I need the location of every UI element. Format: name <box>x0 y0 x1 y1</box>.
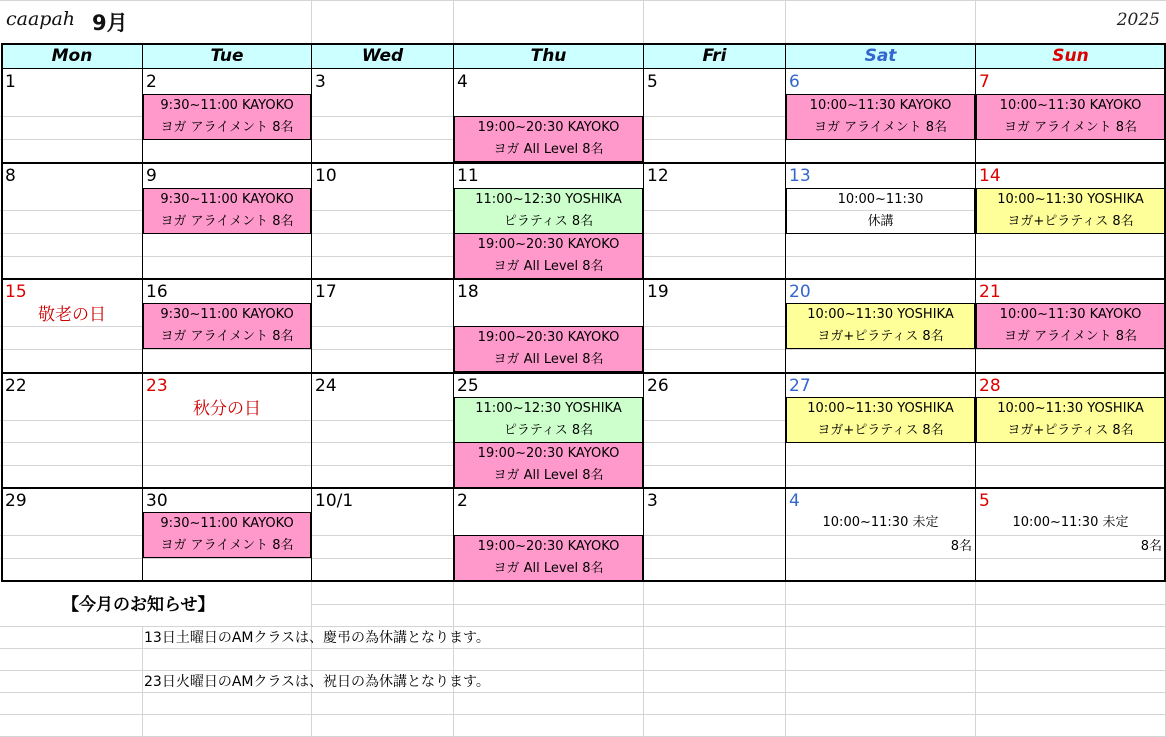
weekday-thu: Thu <box>454 45 643 68</box>
event-time: 9:30~11:00 KAYOKO <box>143 94 311 117</box>
date-cell: 21 <box>979 282 1001 302</box>
event-name: ヨガ アライメント 8名 <box>143 117 311 140</box>
event-name: ヨガ+ピラティス 8名 <box>786 326 975 349</box>
weekday-sun: Sun <box>976 45 1165 68</box>
date-cell: 11 <box>457 166 479 186</box>
event-time: 10:00~11:30 YOSHIKA <box>976 397 1165 420</box>
event-name: ヨガ アライメント 8名 <box>976 326 1165 349</box>
event-name: ヨガ All Level 8名 <box>454 558 643 581</box>
event-time: 10:00~11:30 YOSHIKA <box>786 397 975 420</box>
event-name: ヨガ All Level 8名 <box>454 465 643 488</box>
event-time: 10:00~11:30 未定 <box>822 515 939 530</box>
date-cell: 6 <box>789 72 800 92</box>
date-cell: 27 <box>789 376 811 396</box>
date-cell: 2 <box>146 72 157 92</box>
event-name: ヨガ All Level 8名 <box>454 349 643 372</box>
notice-heading: 【今月のお知らせ】 <box>62 595 215 615</box>
gridline <box>0 0 1166 1</box>
date-cell: 17 <box>315 282 337 302</box>
date-cell: 10/1 <box>315 491 354 511</box>
date-cell: 2 <box>457 491 468 511</box>
event-time: 19:00~20:30 KAYOKO <box>454 535 643 558</box>
event-name: ヨガ アライメント 8名 <box>786 117 975 140</box>
date-cell: 12 <box>647 166 669 186</box>
frame-line <box>1 43 1166 45</box>
date-cell: 5 <box>647 72 658 92</box>
date-cell: 9 <box>146 166 157 186</box>
event-time: 19:00~20:30 KAYOKO <box>454 442 643 465</box>
weekday-tue: Tue <box>143 45 311 68</box>
gridline <box>453 0 454 44</box>
weekday-fri: Fri <box>644 45 785 68</box>
event-name: ヨガ+ピラティス 8名 <box>976 211 1165 234</box>
weekday-sat: Sat <box>786 45 975 68</box>
gridline <box>643 0 644 44</box>
event-time: 19:00~20:30 KAYOKO <box>454 116 643 139</box>
date-cell: 4 <box>789 491 800 511</box>
date-cell: 19 <box>647 282 669 302</box>
event-time: 10:00~11:30 KAYOKO <box>976 303 1165 326</box>
month-title: 9月 <box>92 11 128 35</box>
event-capacity: 8名 <box>1140 539 1162 554</box>
event-time: 11:00~12:30 YOSHIKA <box>454 397 643 420</box>
event-time: 9:30~11:00 KAYOKO <box>143 188 311 211</box>
date-cell: 20 <box>789 282 811 302</box>
gridline <box>785 0 786 44</box>
weekday-mon: Mon <box>2 45 142 68</box>
event-time: 9:30~11:00 KAYOKO <box>143 303 311 326</box>
date-cell: 1 <box>5 72 16 92</box>
event-time: 10:00~11:30 KAYOKO <box>976 94 1165 117</box>
event-name: ピラティス 8名 <box>454 420 643 443</box>
holiday-label: 秋分の日 <box>193 399 261 419</box>
event-name: ヨガ All Level 8名 <box>454 139 643 162</box>
event-time: 11:00~12:30 YOSHIKA <box>454 188 643 211</box>
date-cell: 14 <box>979 166 1001 186</box>
notice-line: 13日土曜日のAMクラスは、慶弔の為休講となります。 <box>144 630 490 646</box>
date-cell: 24 <box>315 376 337 396</box>
date-cell: 28 <box>979 376 1001 396</box>
date-cell: 8 <box>5 166 16 186</box>
date-cell: 4 <box>457 72 468 92</box>
holiday-label: 敬老の日 <box>38 305 106 325</box>
date-cell: 30 <box>146 491 168 511</box>
date-cell: 3 <box>647 491 658 511</box>
event-time: 10:00~11:30 YOSHIKA <box>786 303 975 326</box>
gridline <box>975 0 976 44</box>
studio-name: caapah <box>6 8 76 30</box>
event-name: ピラティス 8名 <box>454 211 643 234</box>
date-cell: 13 <box>789 166 811 186</box>
date-cell: 29 <box>5 491 27 511</box>
notice-line: 23日火曜日のAMクラスは、祝日の為休講となります。 <box>144 674 490 690</box>
weekday-wed: Wed <box>312 45 453 68</box>
year-label: 2025 <box>1116 10 1160 30</box>
event-name: ヨガ All Level 8名 <box>454 256 643 279</box>
event-name: 休講 <box>786 211 975 234</box>
event-name: ヨガ+ピラティス 8名 <box>786 420 975 443</box>
event-time: 19:00~20:30 KAYOKO <box>454 326 643 349</box>
event-capacity: 8名 <box>950 539 972 554</box>
date-cell: 16 <box>146 282 168 302</box>
event-time: 10:00~11:30 未定 <box>1012 515 1129 530</box>
date-cell: 15 <box>5 282 27 302</box>
date-cell: 5 <box>979 491 990 511</box>
gridline <box>311 0 312 44</box>
event-time: 10:00~11:30 <box>786 188 975 211</box>
event-time: 9:30~11:00 KAYOKO <box>143 512 311 535</box>
date-cell: 10 <box>315 166 337 186</box>
event-name: ヨガ アライメント 8名 <box>976 117 1165 140</box>
date-cell: 26 <box>647 376 669 396</box>
date-cell: 7 <box>979 72 990 92</box>
date-cell: 25 <box>457 376 479 396</box>
date-cell: 23 <box>146 376 168 396</box>
date-cell: 3 <box>315 72 326 92</box>
event-name: ヨガ+ピラティス 8名 <box>976 420 1165 443</box>
event-time: 10:00~11:30 YOSHIKA <box>976 188 1165 211</box>
event-name: ヨガ アライメント 8名 <box>143 211 311 234</box>
event-time: 19:00~20:30 KAYOKO <box>454 233 643 256</box>
event-name: ヨガ アライメント 8名 <box>143 326 311 349</box>
event-time: 10:00~11:30 KAYOKO <box>786 94 975 117</box>
date-cell: 18 <box>457 282 479 302</box>
date-cell: 22 <box>5 376 27 396</box>
event-name: ヨガ アライメント 8名 <box>143 535 311 558</box>
